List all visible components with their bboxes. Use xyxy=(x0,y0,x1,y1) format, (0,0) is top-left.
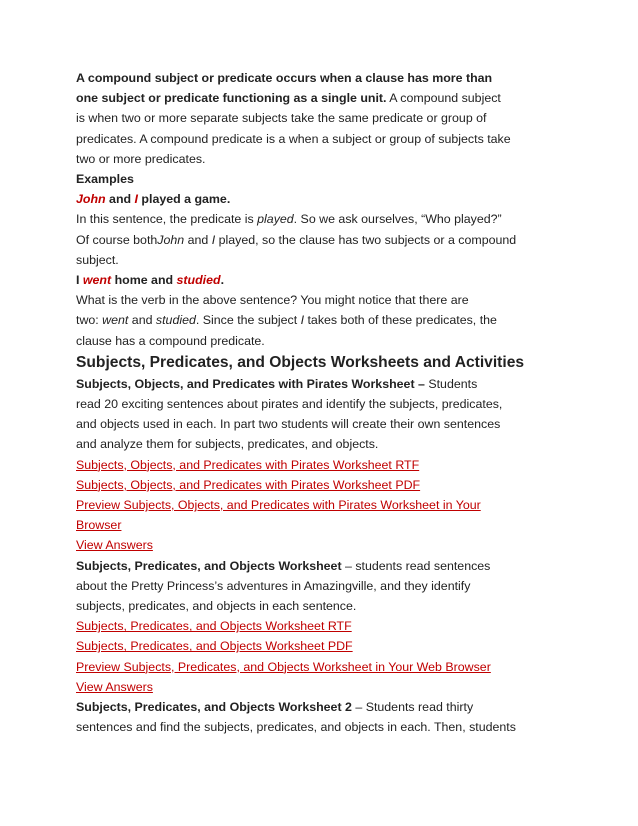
document-page xyxy=(76,68,566,738)
worksheet-1-rtf-link[interactable]: Subjects, Objects, and Predicates with Pirates Worksheet RTF xyxy=(76,457,420,472)
worksheet-1-desc-2: read 20 exciting sentences about pirates and identify the subjects, predicates, xyxy=(76,397,503,412)
worksheet-1-title: Subjects, Objects, and Predicates with Pirates Worksheet – xyxy=(76,376,425,391)
example-1-explanation-3: subject. xyxy=(76,252,119,267)
intro-line-2 xyxy=(76,88,566,108)
intro-line-5: two or more predicates. xyxy=(76,151,206,166)
intro-bold-text: A compound subject or predicate occurs when a clause has more than xyxy=(76,71,493,85)
worksheet-2-answers-link[interactable]: View Answers xyxy=(76,679,153,694)
intro-text: A compound subject xyxy=(386,91,501,106)
worksheet-1-answers-link[interactable]: View Answers xyxy=(76,538,153,553)
intro-line-1 xyxy=(76,68,566,88)
intro-line-4: predicates. A compound predicate is a when a subject or group of subjects take xyxy=(76,131,511,146)
subject-i: I xyxy=(134,192,138,207)
section-heading: Subjects, Predicates, and Objects Worksheets and Activities xyxy=(76,353,525,371)
worksheet-2-preview-link[interactable]: Preview Subjects, Predicates, and Objects Worksheet in Your Web Browser xyxy=(76,659,491,674)
example-1-explanation-1: In this sentence, the predicate is played. So we ask ourselves, “Who played?” xyxy=(76,212,502,227)
example-1-sentence: John and I played a game. xyxy=(76,192,231,207)
example-1-explanation-2: Of course bothJohn and I played, so the clause has two subjects or a compound xyxy=(76,232,517,247)
worksheet-2-desc-3: subjects, predicates, and objects in each sentence. xyxy=(76,599,357,614)
worksheet-1-pdf-link[interactable]: Subjects, Objects, and Predicates with Pirates Worksheet PDF xyxy=(76,477,421,492)
predicate-went: went xyxy=(82,273,112,288)
intro-bold-text: one subject or predicate functioning as a single unit. xyxy=(76,91,387,106)
worksheet-2-title: Subjects, Predicates, and Objects Worksheet xyxy=(76,558,342,573)
worksheet-1-preview-link-cont[interactable]: Browser xyxy=(76,518,122,533)
worksheet-2-desc-2: about the Pretty Princess’s adventures in Amazingville, and they identify xyxy=(76,578,471,593)
worksheet-3-line-1: Subjects, Predicates, and Objects Worksheet 2 – Students read thirty xyxy=(76,700,474,715)
examples-label: Examples xyxy=(76,172,134,187)
worksheet-2-line-1: Subjects, Predicates, and Objects Worksheet – students read sentences xyxy=(76,558,491,573)
example-2-explanation-3: clause has a compound predicate. xyxy=(76,333,265,348)
predicate-studied: studied xyxy=(176,273,221,288)
example-2-sentence: I went home and studied. xyxy=(76,273,225,288)
worksheet-2-pdf-link[interactable]: Subjects, Predicates, and Objects Worksheet PDF xyxy=(76,639,353,654)
example-2-explanation-1: What is the verb in the above sentence? You might notice that there are xyxy=(76,293,469,308)
worksheet-3-title: Subjects, Predicates, and Objects Worksheet 2 xyxy=(76,700,352,715)
worksheet-3-desc-2: sentences and find the subjects, predicates, and objects in each. Then, students xyxy=(76,720,516,735)
subject-john: John xyxy=(76,192,106,207)
worksheet-1-line-1: Subjects, Objects, and Predicates with Pirates Worksheet – Students xyxy=(76,376,478,391)
example-2-explanation-2: two: went and studied. Since the subject I takes both of these predicates, the xyxy=(76,313,497,328)
worksheet-1-desc-4: and analyze them for subjects, predicates, and objects. xyxy=(76,437,379,452)
intro-line-3: is when two or more separate subjects take the same predicate or group of xyxy=(76,111,487,126)
worksheet-1-desc-3: and objects used in each. In part two students will create their own sentences xyxy=(76,417,501,432)
worksheet-2-rtf-link[interactable]: Subjects, Predicates, and Objects Worksheet RTF xyxy=(76,619,352,634)
worksheet-1-preview-link[interactable]: Preview Subjects, Objects, and Predicates with Pirates Worksheet in Your xyxy=(76,498,481,513)
